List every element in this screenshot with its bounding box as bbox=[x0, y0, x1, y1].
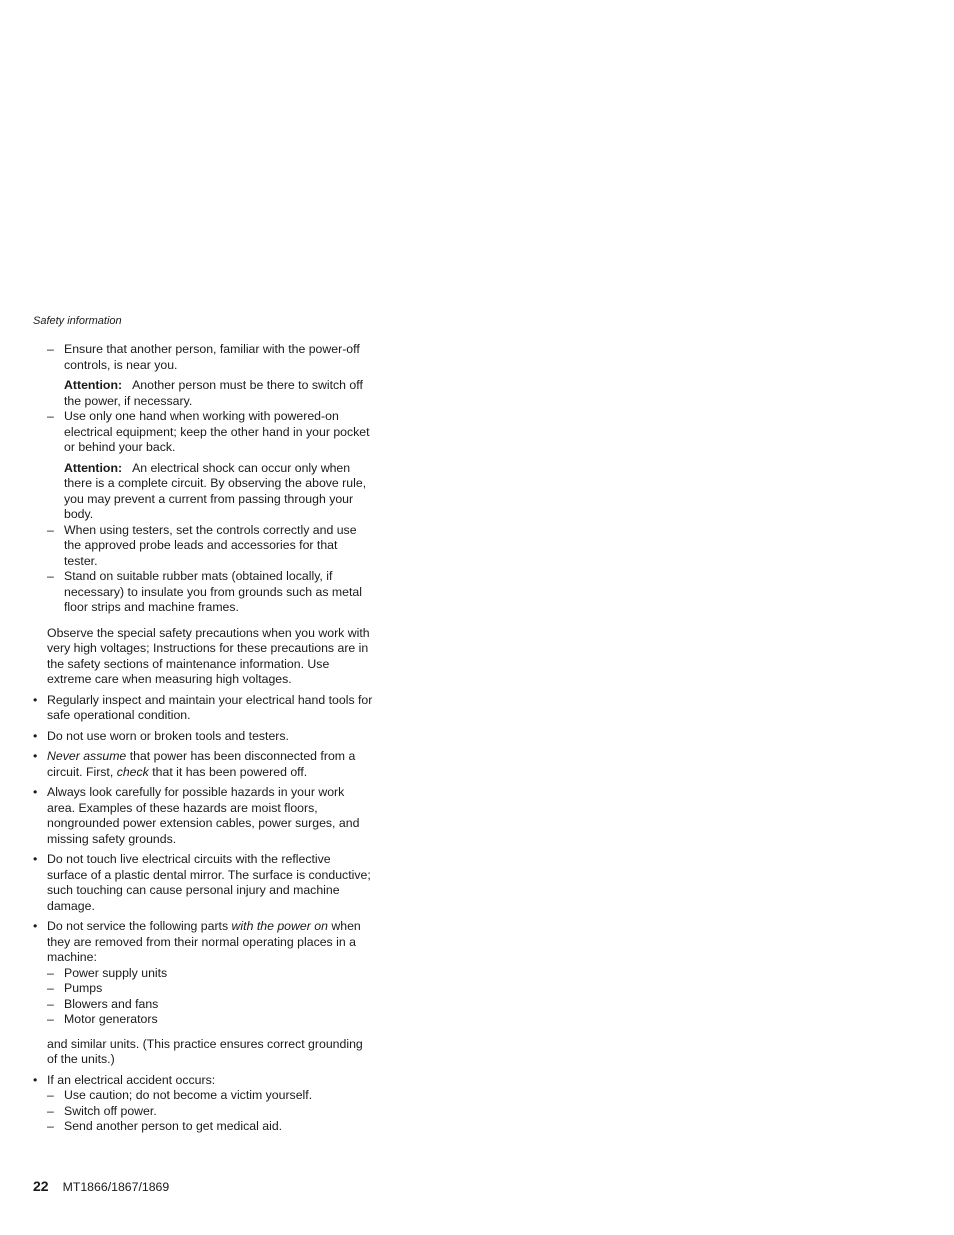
list-item-part bbox=[47, 966, 373, 982]
dash-item-text: When using testers, set the controls correctly and use the approved probe leads and accessories for that tester. bbox=[64, 522, 357, 568]
bullet-text: that power has been disconnected from a circuit. First, bbox=[47, 749, 356, 779]
bullet-marker: • bbox=[33, 1072, 38, 1087]
emphasis-text: Never assume bbox=[47, 749, 127, 763]
bullet-electrical-accident bbox=[33, 1073, 373, 1135]
bullet-text: when they are removed from their normal operating places in a machine: bbox=[47, 919, 361, 964]
bullet-power-on-parts bbox=[33, 919, 373, 1068]
page-footer bbox=[33, 1178, 169, 1195]
part-text: Motor generators bbox=[64, 1012, 158, 1026]
dash-marker: – bbox=[47, 996, 54, 1011]
bullet-never-assume bbox=[33, 749, 373, 780]
bullet-text: Always look carefully for possible hazards in your work area. Examples of these hazards are moist floors, nongrounded power extension cables, power surges, and missing safety grounds. bbox=[47, 785, 360, 846]
attention-note bbox=[33, 378, 373, 409]
similar-units-note: and similar units. (This practice ensures correct grounding of the units.) bbox=[47, 1036, 363, 1066]
dash-marker: – bbox=[47, 522, 54, 537]
dash-marker: – bbox=[47, 409, 54, 423]
bullet-marker: • bbox=[33, 852, 38, 866]
dash-item-text: Stand on suitable rubber mats (obtained locally, if necessary) to insulate you from grounds such as metal floor strips and machine frames. bbox=[64, 569, 363, 614]
dash-marker: – bbox=[47, 1119, 54, 1133]
bullet-marker: • bbox=[33, 728, 38, 743]
dash-marker: – bbox=[47, 569, 54, 583]
list-item-part bbox=[47, 1012, 373, 1028]
safety-content bbox=[33, 342, 373, 1135]
bullet-inspect-tools bbox=[33, 693, 373, 724]
bullet-text: Do not touch live electrical circuits with the reflective surface of a plastic dental mirror. The surface is conductive; such touching can cause personal injury and machine damage. bbox=[47, 852, 371, 913]
emphasis-text: with the power on bbox=[231, 919, 328, 933]
dash-item-rubber-mats bbox=[33, 569, 373, 616]
dash-item-text: Use only one hand when working with powered-on electrical equipment; keep the other hand in your pocket or behind your back. bbox=[64, 409, 370, 454]
dash-marker: – bbox=[47, 965, 54, 980]
list-item-step bbox=[47, 1088, 373, 1104]
page-number: 22 bbox=[33, 1178, 49, 1194]
step-text: Use caution; do not become a victim yourself. bbox=[64, 1088, 313, 1102]
dash-marker: – bbox=[47, 1088, 54, 1102]
bullet-dental-mirror bbox=[33, 852, 373, 914]
bullet-hazards bbox=[33, 785, 373, 847]
part-text: Blowers and fans bbox=[64, 996, 159, 1011]
bullet-text: that it has been powered off. bbox=[148, 764, 308, 779]
dash-marker: – bbox=[47, 1103, 54, 1118]
bullet-text: If an electrical accident occurs: bbox=[47, 1072, 216, 1087]
attention-text: An electrical shock can occur only when there is a complete circuit. By observing the above rule, you may prevent a current from passing through your body. bbox=[64, 460, 367, 521]
bullet-marker: • bbox=[33, 919, 38, 933]
dash-marker: – bbox=[47, 1012, 54, 1026]
step-text: Switch off power. bbox=[64, 1103, 157, 1118]
part-text: Power supply units bbox=[64, 965, 168, 980]
emphasis-text: check bbox=[116, 764, 149, 779]
bullet-worn-tools bbox=[33, 729, 373, 745]
list-item-part bbox=[47, 981, 373, 997]
dash-item-person-nearby bbox=[33, 342, 373, 373]
bullet-text: Regularly inspect and maintain your electrical hand tools for safe operational condition. bbox=[47, 692, 373, 722]
model-number: MT1866/1867/1869 bbox=[62, 1180, 170, 1194]
bullet-marker: • bbox=[33, 692, 38, 707]
dash-item-one-hand bbox=[33, 409, 373, 456]
running-header: Safety information bbox=[33, 315, 122, 327]
attention-label: Attention: bbox=[64, 378, 123, 392]
step-text: Send another person to get medical aid. bbox=[64, 1119, 283, 1133]
attention-note bbox=[33, 461, 373, 523]
dash-item-testers bbox=[33, 523, 373, 570]
dash-marker: – bbox=[47, 342, 54, 356]
bullet-text: Do not service the following parts bbox=[47, 919, 232, 933]
observe-paragraph: Observe the special safety precautions when you work with very high voltages; Instructions for these precautions are in the safety sections of maintenance information. Use extreme care when measuring high voltages. bbox=[47, 625, 370, 686]
dash-item-text: Ensure that another person, familiar with the power-off controls, is near you. bbox=[64, 342, 360, 372]
bullet-marker: • bbox=[33, 749, 38, 763]
list-item-step bbox=[47, 1104, 373, 1120]
attention-label: Attention: bbox=[64, 460, 123, 475]
bullet-text: Do not use worn or broken tools and testers. bbox=[47, 728, 289, 743]
bullet-marker: • bbox=[33, 785, 38, 799]
list-item-part bbox=[47, 997, 373, 1013]
part-text: Pumps bbox=[64, 981, 103, 995]
list-item-step bbox=[47, 1119, 373, 1135]
attention-text: Another person must be there to switch off the power, if necessary. bbox=[64, 378, 363, 408]
dash-marker: – bbox=[47, 981, 54, 995]
